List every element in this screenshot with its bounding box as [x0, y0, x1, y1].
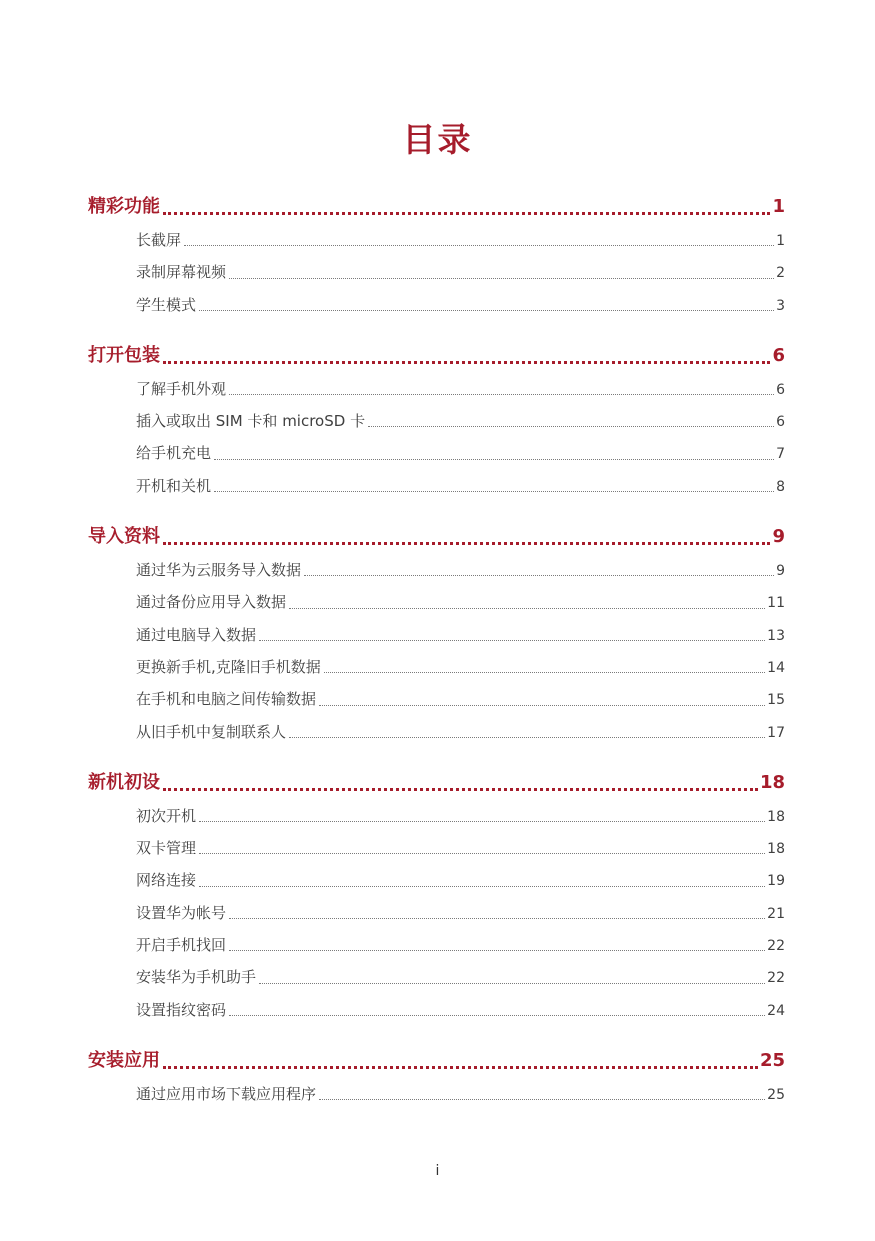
- toc-entry-link[interactable]: [88, 864, 785, 896]
- entry-page-number: 24: [767, 1002, 785, 1019]
- dot-leader: [229, 373, 774, 405]
- entry-page-number: 17: [767, 724, 785, 741]
- toc-entry-link[interactable]: [88, 800, 785, 832]
- entry-page-number: 9: [776, 563, 785, 580]
- dot-leader: [199, 800, 765, 832]
- entry-title: 通过应用市场下载应用程序: [136, 1084, 317, 1103]
- entry-title: 设置指纹密码: [136, 1000, 227, 1019]
- dot-leader: [214, 470, 774, 502]
- dot-leader: [229, 929, 765, 961]
- entry-page-number: 7: [776, 446, 785, 463]
- dot-leader: [214, 437, 774, 469]
- entry-title: 了解手机外观: [136, 379, 227, 398]
- entry-page-number: 6: [776, 381, 785, 398]
- dot-leader: [163, 1044, 758, 1078]
- entry-page-number: 14: [767, 659, 785, 676]
- toc-chapter-link[interactable]: [88, 520, 785, 554]
- toc-entry-link[interactable]: [88, 897, 785, 929]
- chapter-page-number: 18: [759, 771, 785, 793]
- toc-entry-link[interactable]: [88, 470, 785, 502]
- dot-leader: [229, 256, 774, 288]
- chapter-page-number: 25: [759, 1049, 785, 1071]
- toc-section: [88, 339, 785, 502]
- entry-title: 从旧手机中复制联系人: [136, 722, 287, 741]
- toc-entry-link[interactable]: [88, 994, 785, 1026]
- dot-leader: [304, 554, 774, 586]
- chapter-page-number: 1: [772, 196, 785, 217]
- entry-title: 通过电脑导入数据: [136, 625, 257, 644]
- dot-leader: [229, 994, 765, 1026]
- entry-page-number: 22: [767, 970, 785, 987]
- toc-chapter-link[interactable]: [88, 1044, 785, 1078]
- entry-title: 更换新手机,克隆旧手机数据: [136, 657, 321, 676]
- toc-entry-link[interactable]: [88, 437, 785, 469]
- chapter-page-number: 6: [772, 344, 785, 366]
- toc-entry-link[interactable]: [88, 832, 785, 864]
- entry-title: 在手机和电脑之间传输数据: [136, 690, 317, 709]
- toc-section: [88, 1044, 785, 1110]
- chapter-title: 打开包装: [88, 344, 160, 366]
- entry-title: 长截屏: [136, 231, 182, 249]
- page-number: i: [435, 1163, 440, 1179]
- entry-title: 开机和关机: [136, 476, 212, 495]
- chapter-title: 安装应用: [88, 1049, 160, 1071]
- entry-page-number: 25: [767, 1086, 785, 1103]
- toc-chapter-link[interactable]: [88, 339, 785, 373]
- entry-page-number: 3: [776, 297, 785, 314]
- toc-entry-link[interactable]: [88, 586, 785, 618]
- toc-entry-link[interactable]: [88, 651, 785, 683]
- entry-title: 给手机充电: [136, 444, 212, 463]
- dot-leader: [324, 651, 765, 683]
- chapter-title: 导入资料: [88, 526, 160, 548]
- toc-chapter-link[interactable]: [88, 190, 785, 224]
- dot-leader: [199, 289, 774, 321]
- dot-leader: [259, 961, 765, 993]
- entry-page-number: 22: [767, 938, 785, 955]
- entry-title: 初次开机: [136, 806, 197, 825]
- entry-page-number: 1: [776, 233, 785, 249]
- dot-leader: [163, 339, 770, 373]
- toc-entry-link[interactable]: [88, 619, 785, 651]
- dot-leader: [163, 520, 770, 554]
- toc-entry-link[interactable]: [88, 554, 785, 586]
- dot-leader: [184, 224, 774, 256]
- toc-entry-link[interactable]: [88, 405, 785, 437]
- toc-section: [88, 190, 785, 321]
- entry-title: 双卡管理: [136, 839, 197, 858]
- dot-leader: [289, 586, 765, 618]
- table-of-contents: [88, 190, 785, 1110]
- entry-title: 安装华为手机助手: [136, 968, 257, 987]
- toc-entry-link[interactable]: [88, 256, 785, 288]
- chapter-title: 新机初设: [88, 771, 160, 793]
- chapter-page-number: 9: [772, 526, 785, 548]
- entry-page-number: 11: [767, 595, 785, 612]
- entry-title: 网络连接: [136, 871, 197, 890]
- dot-leader: [199, 832, 765, 864]
- toc-section: [88, 766, 785, 1026]
- entry-page-number: 18: [767, 808, 785, 825]
- dot-leader: [368, 405, 774, 437]
- entry-title: 插入或取出 SIM 卡和 microSD 卡: [136, 412, 366, 431]
- toc-chapter-link[interactable]: [88, 766, 785, 800]
- entry-page-number: 8: [776, 478, 785, 495]
- toc-entry-link[interactable]: [88, 716, 785, 748]
- entry-page-number: 6: [776, 414, 785, 431]
- toc-section: [88, 520, 785, 748]
- dot-leader: [319, 1078, 765, 1110]
- entry-page-number: 2: [776, 265, 785, 282]
- page-title: 目录: [402, 120, 473, 159]
- dot-leader: [163, 190, 770, 224]
- entry-title: 学生模式: [136, 295, 197, 314]
- dot-leader: [259, 619, 765, 651]
- dot-leader: [319, 683, 765, 715]
- entry-page-number: 18: [767, 841, 785, 858]
- chapter-title: 精彩功能: [88, 196, 160, 217]
- entry-title: 设置华为帐号: [136, 903, 227, 922]
- entry-page-number: 21: [767, 905, 785, 922]
- entry-page-number: 19: [767, 873, 785, 890]
- toc-entry-link[interactable]: [88, 683, 785, 715]
- toc-entry-link[interactable]: [88, 373, 785, 405]
- dot-leader: [199, 864, 765, 896]
- entry-title: 通过华为云服务导入数据: [136, 561, 302, 580]
- dot-leader: [229, 897, 765, 929]
- toc-entry-link[interactable]: [88, 929, 785, 961]
- toc-entry-link[interactable]: [88, 224, 785, 256]
- dot-leader: [163, 766, 758, 800]
- entry-page-number: 15: [767, 692, 785, 709]
- toc-entry-link[interactable]: [88, 1078, 785, 1110]
- toc-entry-link[interactable]: [88, 289, 785, 321]
- dot-leader: [289, 716, 765, 748]
- entry-page-number: 13: [767, 627, 785, 644]
- entry-title: 开启手机找回: [136, 936, 227, 955]
- entry-title: 录制屏幕视频: [136, 263, 227, 282]
- entry-title: 通过备份应用导入数据: [136, 593, 287, 612]
- toc-entry-link[interactable]: [88, 961, 785, 993]
